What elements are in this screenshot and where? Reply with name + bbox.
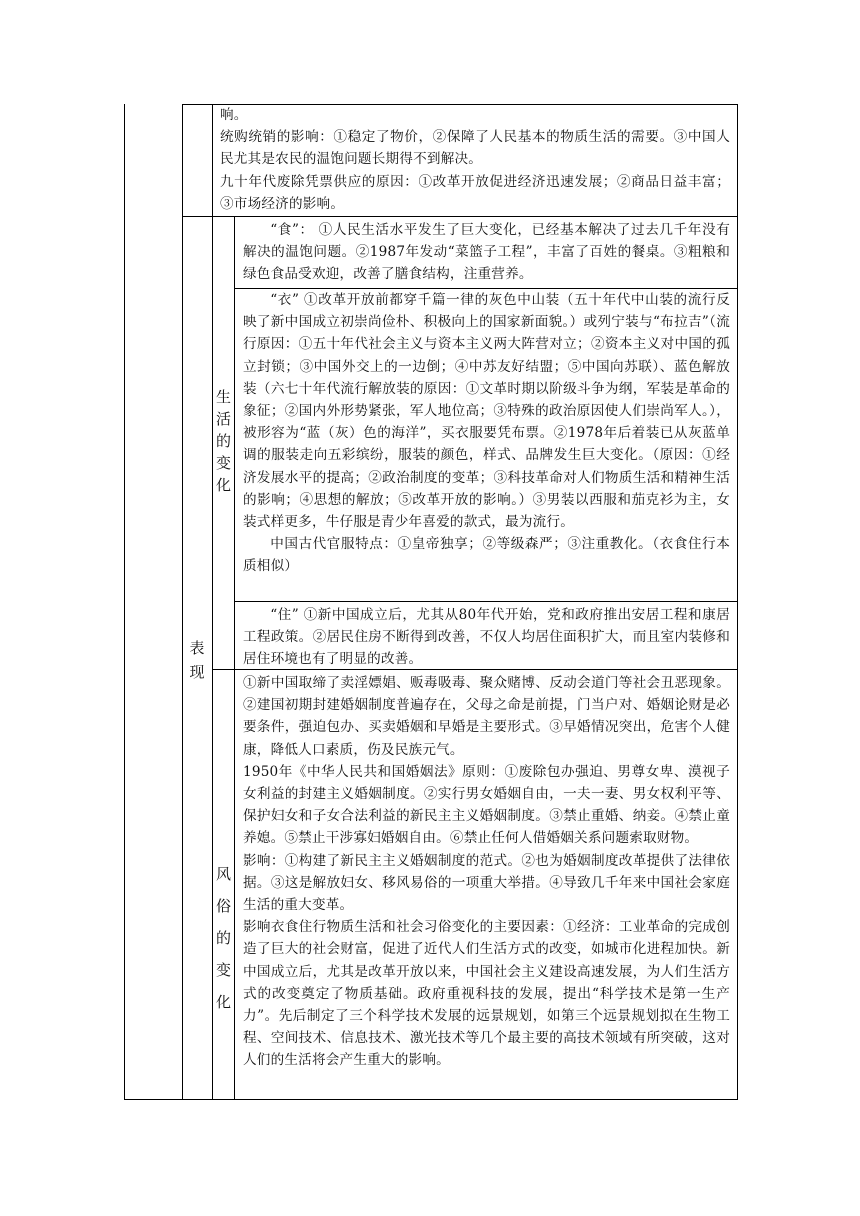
top-row-paragraph: 统购统销的影响：①稳定了物价，②保障了人民基本的物质生活的需要。③中国人民尤其是农民的温饱问题长期得不到解决。 xyxy=(220,129,730,168)
label-char: 的 xyxy=(215,432,231,450)
table-line-left-outer xyxy=(124,104,125,1100)
label-char: 的 xyxy=(215,929,231,947)
label-char: 变 xyxy=(215,961,231,979)
top-row-paragraph: 九十年代废除凭票供应的原因：①改革开放促进经济迅速发展；②商品日益丰富；③市场经济的影响。 xyxy=(220,173,730,212)
life-changes-label xyxy=(213,386,234,496)
label-char: 俗 xyxy=(215,897,231,915)
table-line-clothing xyxy=(234,601,738,602)
housing-text: “住” ①新中国成立后，尤其从80年代开始，党和政府推出安居工程和康居工程政策。②居民住房不断得到改善，不仅人均居住面积扩大，而且室内装修和居住环境也有了明显的改善。 xyxy=(243,607,730,668)
label-char: 活 xyxy=(215,410,231,428)
top-row-text xyxy=(220,104,730,215)
customs-paragraph: 影响：①构建了新民主主义婚姻制度的范式。②也为婚姻制度改革提供了法律依据。③这是解放妇女、移风易俗的一项重大举措。④导致几千年来中国社会家庭生活的重大变革。 xyxy=(243,852,730,914)
clothing-note: 中国古代官服特点：①皇帝独享；②等级森严；③注重教化。（衣食住行本质相似） xyxy=(243,536,730,575)
label-char: 生 xyxy=(215,388,231,406)
food-cell xyxy=(243,219,730,286)
label-char: 风 xyxy=(215,865,231,883)
table-line-col4 xyxy=(234,216,235,1100)
label-char: 化 xyxy=(215,993,231,1011)
table-line-bottom xyxy=(124,1099,738,1100)
customs-paragraph: ①新中国取缔了卖淫嫖娼、贩毒吸毒、聚众赌博、反动会道门等社会丑恶现象。②建国初期封建婚姻制度普遍存在，父母之命是前提，门当户对、婚姻论财是必要条件，强迫包办、买卖婚姻和早婚是主要形式。③早婚情况突出，危害个人健康，降低人口素质，伤及民族元气。 xyxy=(243,675,730,758)
clothing-text: “衣” ①改革开放前都穿千篇一律的灰色中山装（五十年代中山装的流行反映了新中国成立初崇尚俭朴、积极向上的国家新面貌。）或列宁装与“布拉吉”（流行原因：①五十年代社会主义与资本主义两大阵营对立；②资本主义对中国的孤立封锁；③中国外交上的一边倒；④中苏友好结盟；⑤中国向苏联）、蓝色解放装（六七十年代流行解放装的原因：①文革时期以阶级斗争为纲，军装是革命的象征；②国内外形势紧张，军人地位高；③特殊的政治原因使人们崇尚军人。），被形容为“蓝（灰）色的海洋”，买衣服要凭布票。②1978年后着装已从灰蓝单调的服装走向五彩缤纷，服装的颜色，样式、品牌发生巨大变化。（原因：①经济发展水平的提高；②政治制度的变革；③科技革命对人们物质生活和精神生活的影响；④思想的解放；⑤改革开放的影响。）③男装以西服和茄克衫为主，女装式样更多，牛仔服是青少年喜爱的款式，最为流行。 xyxy=(243,292,730,531)
housing-cell xyxy=(243,604,730,671)
top-row-paragraph: 响。 xyxy=(220,107,248,123)
outer-label-text: 表现 xyxy=(189,639,205,681)
label-char: 变 xyxy=(215,454,231,472)
table-line-row1 xyxy=(182,216,738,217)
customs-paragraph: 1950年《中华人民共和国婚姻法》原则：①废除包办强迫、男尊女卑、漠视子女利益的封建主义婚姻制度。②实行男女婚姻自由，一夫一妻、男女权利平等、保护妇女和子女合法利益的新民主主义婚姻制度。③禁止重婚、纳妾。④禁止童养媳。⑤禁止干涉寡妇婚姻自由。⑥禁止任何人借婚姻关系问题索取财物。 xyxy=(243,763,730,847)
customs-cell xyxy=(243,672,730,1072)
customs-paragraph: 影响衣食住行物质生活和社会习俗变化的主要因素：①经济：工业革命的完成创造了巨大的社会财富，促进了近代人们生活方式的改变，如城市化进程加快。新中国成立后，尤其是改革开放以来，中国社会主义建设高速发展，为人们生活方式的改变奠定了物质基础。政府重视科技的发展，提出“科学技术是第一生产力”。先后制定了三个科学技术发展的远景规划，如第三个远景规划拟在生物工程、空间技术、信息技术、激光技术等几个最主要的高技术领域有所突破，这对人们的生活将会产生重大的影响。 xyxy=(243,919,730,1069)
label-char: 化 xyxy=(215,476,231,494)
table-line-right xyxy=(737,104,738,1100)
customs-changes-label xyxy=(213,858,234,1018)
food-text: “食”： ①人民生活水平发生了巨大变化，已经基本解决了过去几千年没有解决的温饱问题。②1987年发动“菜篮子工程”，丰富了百姓的餐桌。③粗粮和绿色食品受欢迎，改善了膳食结构，注重营养。 xyxy=(243,222,730,283)
table-line-col2 xyxy=(182,104,183,1100)
outer-label xyxy=(186,636,208,684)
clothing-cell xyxy=(243,289,730,578)
